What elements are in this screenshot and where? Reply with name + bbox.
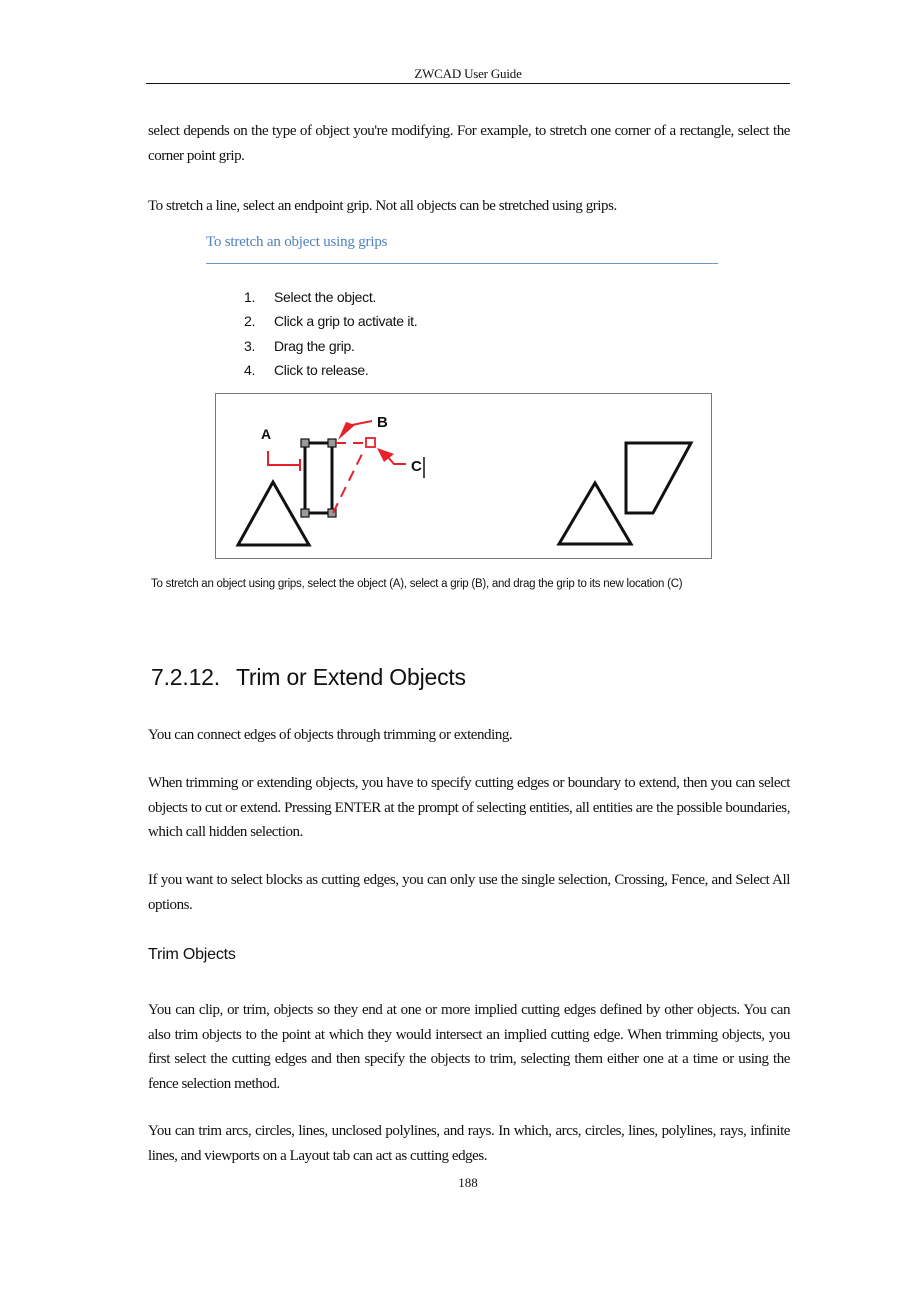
stretch-grips-figure [215,393,712,559]
paragraph-blocks-cutting-edges: If you want to select blocks as cutting edges, you can only use the single selection, Crossing, Fence, and Select All options. [148,872,790,913]
triangle-shape-before [238,482,309,545]
paragraph-connect-edges: You can connect edges of objects through trimming or extending. [148,727,513,743]
label-a: A [261,426,272,442]
grip-top-right [328,439,336,447]
label-b: B [377,414,388,431]
label-c: C [411,458,422,475]
grip-new-location [366,438,375,447]
grip-top-left [301,439,309,447]
pointer-a [268,451,300,465]
paragraph-line-stretch: To stretch a line, select an endpoint grip. Not all objects can be stretched using grips. [148,198,617,214]
procedure-rule [206,263,718,264]
stretched-quadrilateral [626,443,691,513]
grip-bottom-left [301,509,309,517]
step-item [244,285,417,309]
stretch-diagram [216,394,711,558]
paragraph-trim-description: You can clip, or trim, objects so they end at one or more implied cutting edges defined by other objects. You can also trim objects to the point at which they would intersect an implied cutting edge. When trimming objects, you first select the cutting edges and then specify the objects to trim, selecting them either one at a time or using the fence selection method. [148,1002,790,1092]
section-heading [151,664,466,691]
step-text: Click a grip to activate it. [274,313,418,330]
step-item [244,309,417,333]
page-number: 188 [458,1175,478,1190]
triangle-shape-after [559,483,631,544]
step-text: Click to release. [274,361,369,378]
subsection-heading: Trim Objects [148,946,236,963]
arrow-b-head [338,422,355,440]
rubberband-diagonal [333,450,364,513]
step-number: 4. [244,361,256,378]
header-rule [146,83,790,84]
step-number: 1. [244,289,256,305]
step-number: 2. [244,313,256,330]
paragraph-corner-grip: select depends on the type of object you're modifying. For example, to stretch one corner of a rectangle, select the corner point grip. [148,123,790,164]
section-title: Trim or Extend Objects [235,664,466,690]
procedure-steps [244,285,417,382]
figure-caption: To stretch an object using grips, select the object (A), select a grip (B), and drag the grip to its new location (C) [151,578,683,590]
step-item [244,358,417,382]
paragraph-trim-extend-boundary: When trimming or extending objects, you have to specify cutting edges or boundary to extend, then you can select objects to cut or extend. Pressing ENTER at the prompt of selecting entities, all entities are the possible boundaries, which call hidden selection. [148,775,790,840]
rectangle-object [305,443,332,513]
section-number: 7.2.12. [151,664,220,690]
procedure-title: To stretch an object using grips [206,234,388,250]
running-header: ZWCAD User Guide [414,66,522,81]
step-text: Select the object. [274,289,376,305]
step-item [244,334,417,358]
arrow-b-shaft [352,421,372,425]
step-number: 3. [244,337,256,354]
step-text: Drag the grip. [274,337,355,354]
paragraph-trim-object-types: You can trim arcs, circles, lines, unclosed polylines, and rays. In which, arcs, circles, lines, polylines, rays, infinite lines, and viewports on a Layout tab can act as cutting edges. [148,1123,790,1164]
